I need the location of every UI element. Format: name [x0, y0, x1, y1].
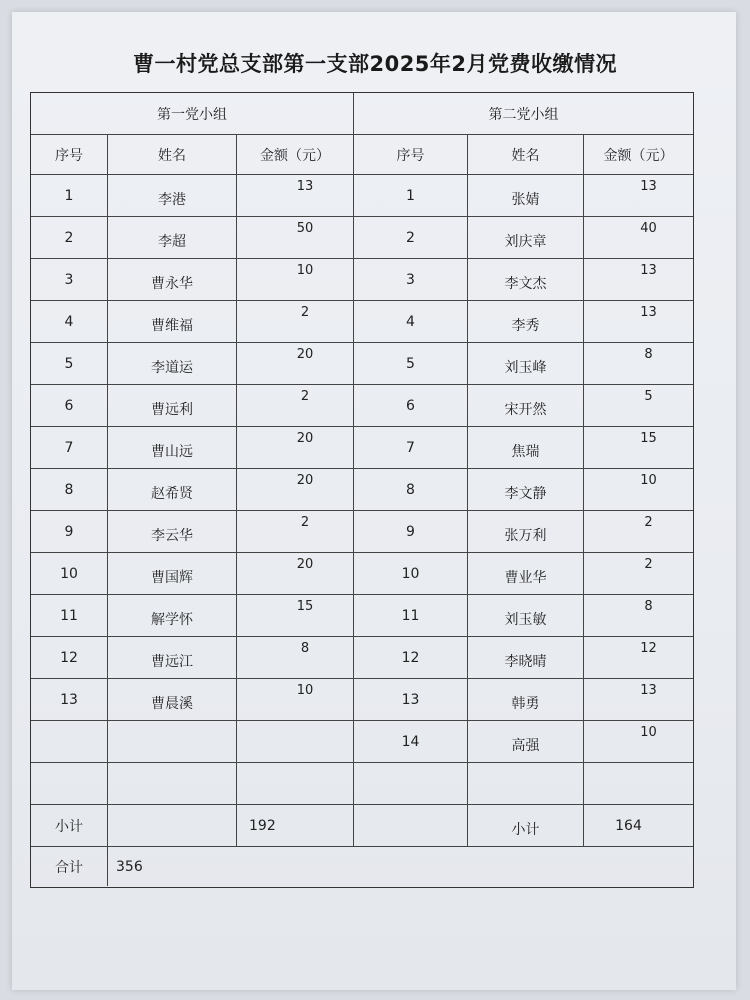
member-name: 李超 [108, 217, 237, 259]
amount-value: 2 [644, 515, 653, 530]
dues-amount [584, 721, 693, 763]
total-label: 合计 [31, 847, 108, 886]
row-number: 5 [31, 343, 108, 385]
dues-amount [584, 511, 693, 553]
member-name: 焦瑞 [468, 427, 584, 469]
empty-cell [354, 763, 468, 805]
amount-value: 8 [300, 641, 310, 656]
column-header: 序号 [31, 135, 108, 175]
empty-cell [31, 763, 108, 805]
member-name: 李云华 [108, 511, 237, 553]
dues-amount [584, 217, 693, 259]
member-name: 李晓晴 [468, 637, 584, 679]
empty-cell [237, 763, 354, 805]
member-name: 曹国辉 [108, 553, 237, 595]
row-number: 1 [31, 175, 108, 217]
row-number: 8 [354, 469, 468, 511]
total-value: 356 [116, 858, 143, 875]
member-name: 宋开然 [468, 385, 584, 427]
member-name: 张万利 [468, 511, 584, 553]
row-number: 2 [354, 217, 468, 259]
amount-value: 13 [640, 683, 657, 698]
dues-amount [584, 301, 693, 343]
dues-amount [584, 553, 693, 595]
dues-amount [237, 343, 354, 385]
amount-value: 20 [296, 347, 314, 362]
amount-value: 5 [644, 389, 653, 404]
row-number: 8 [31, 469, 108, 511]
dues-amount [237, 469, 354, 511]
member-name: 曹维福 [108, 301, 237, 343]
row-number: 7 [31, 427, 108, 469]
row-number: 3 [354, 259, 468, 301]
row-number: 14 [354, 721, 468, 763]
member-name: 曹远利 [108, 385, 237, 427]
amount-value: 15 [296, 599, 314, 614]
empty-cell [237, 721, 354, 763]
row-number: 4 [31, 301, 108, 343]
empty-cell [584, 763, 693, 805]
member-name: 刘庆章 [468, 217, 584, 259]
dues-amount [584, 595, 693, 637]
dues-amount [237, 511, 354, 553]
amount-value: 2 [300, 389, 310, 404]
dues-amount [237, 679, 354, 721]
group-header-1: 第一党小组 [31, 93, 354, 135]
dues-amount [237, 595, 354, 637]
member-name: 李道运 [108, 343, 237, 385]
dues-amount [584, 469, 693, 511]
dues-amount [237, 301, 354, 343]
row-number: 9 [354, 511, 468, 553]
dues-amount [584, 679, 693, 721]
member-name: 赵希贤 [108, 469, 237, 511]
row-number: 6 [31, 385, 108, 427]
member-name: 李文静 [468, 469, 584, 511]
amount-value: 20 [296, 473, 314, 488]
amount-value: 13 [640, 305, 657, 320]
row-number: 3 [31, 259, 108, 301]
amount-value: 13 [296, 179, 314, 194]
column-header: 姓名 [468, 135, 584, 175]
amount-value: 10 [640, 473, 657, 488]
dues-amount [237, 427, 354, 469]
member-name: 张婧 [468, 175, 584, 217]
amount-value: 8 [644, 599, 653, 614]
member-name: 刘玉敏 [468, 595, 584, 637]
member-name: 韩勇 [468, 679, 584, 721]
row-number: 7 [354, 427, 468, 469]
group-header-2: 第二党小组 [354, 93, 693, 135]
row-number: 11 [354, 595, 468, 637]
row-number: 4 [354, 301, 468, 343]
row-number: 11 [31, 595, 108, 637]
dues-amount [584, 175, 693, 217]
member-name: 曹山远 [108, 427, 237, 469]
dues-amount [237, 637, 354, 679]
dues-amount [584, 343, 693, 385]
row-number: 10 [354, 553, 468, 595]
member-name: 李秀 [468, 301, 584, 343]
column-header: 金额（元） [584, 135, 693, 175]
column-header: 金额（元） [237, 135, 354, 175]
empty-cell [108, 805, 237, 847]
dues-amount [584, 259, 693, 301]
subtotal-label-2: 小计 [468, 805, 584, 847]
amount-value: 40 [640, 221, 657, 236]
amount-value: 10 [640, 725, 657, 740]
member-name: 曹远江 [108, 637, 237, 679]
member-name: 高强 [468, 721, 584, 763]
dues-amount [237, 175, 354, 217]
amount-value: 2 [644, 557, 653, 572]
row-number: 6 [354, 385, 468, 427]
amount-value: 20 [296, 431, 314, 446]
column-header: 序号 [354, 135, 468, 175]
member-name: 李港 [108, 175, 237, 217]
dues-amount [584, 385, 693, 427]
amount-value: 20 [296, 557, 314, 572]
amount-value: 10 [296, 263, 314, 278]
empty-cell [31, 721, 108, 763]
empty-cell [468, 763, 584, 805]
amount-value: 15 [640, 431, 657, 446]
amount-value: 13 [640, 179, 657, 194]
dues-amount [237, 259, 354, 301]
empty-cell [354, 805, 468, 847]
empty-cell [108, 763, 237, 805]
dues-table [30, 92, 694, 888]
subtotal-value-1: 192 [237, 805, 354, 847]
row-number: 12 [354, 637, 468, 679]
dues-amount [237, 553, 354, 595]
dues-amount [584, 427, 693, 469]
row-number: 10 [31, 553, 108, 595]
amount-value: 2 [300, 515, 310, 530]
row-number: 12 [31, 637, 108, 679]
row-number: 2 [31, 217, 108, 259]
dues-amount [237, 385, 354, 427]
amount-value: 2 [300, 305, 310, 320]
dues-amount [237, 217, 354, 259]
column-header: 姓名 [108, 135, 237, 175]
member-name: 李文杰 [468, 259, 584, 301]
row-number: 9 [31, 511, 108, 553]
member-name: 曹永华 [108, 259, 237, 301]
member-name: 曹晨溪 [108, 679, 237, 721]
row-number: 13 [31, 679, 108, 721]
amount-value: 50 [296, 221, 314, 236]
member-name: 解学怀 [108, 595, 237, 637]
subtotal-value-2: 164 [584, 805, 693, 847]
row-number: 1 [354, 175, 468, 217]
row-number: 13 [354, 679, 468, 721]
member-name: 刘玉峰 [468, 343, 584, 385]
subtotal-label-1: 小计 [31, 805, 108, 847]
row-number: 5 [354, 343, 468, 385]
amount-value: 13 [640, 263, 657, 278]
empty-cell [108, 721, 237, 763]
member-name: 曹业华 [468, 553, 584, 595]
amount-value: 10 [296, 683, 314, 698]
amount-value: 8 [644, 347, 653, 362]
amount-value: 12 [640, 641, 657, 656]
dues-amount [584, 637, 693, 679]
page-title: 曹一村党总支部第一支部2025年2月党费收缴情况 [132, 52, 618, 76]
